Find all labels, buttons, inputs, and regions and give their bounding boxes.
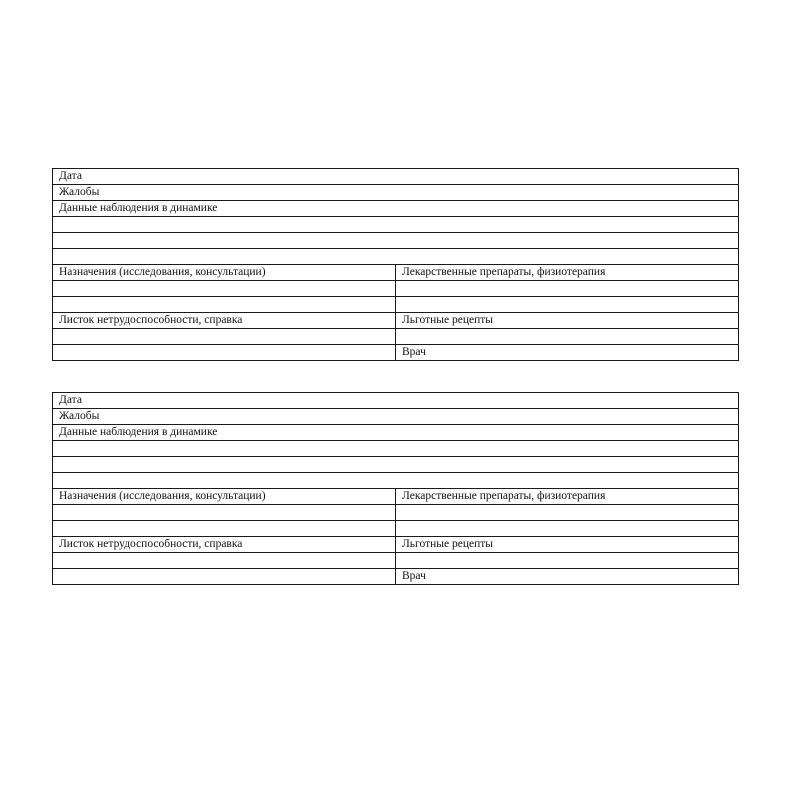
complaints-row <box>53 409 739 425</box>
observation-field[interactable] <box>53 201 739 217</box>
appointments-medications-row <box>53 265 739 281</box>
appointments-blank-row <box>53 505 739 521</box>
complaints-field[interactable] <box>53 409 739 425</box>
doctor-field[interactable] <box>396 345 739 361</box>
prescriptions-field[interactable] <box>396 313 739 329</box>
medications-label: Лекарственные препараты, физиотерапия <box>402 266 606 278</box>
appointments-label: Назначения (исследования, консультации) <box>59 266 266 278</box>
sick-leave-blank-cell[interactable] <box>53 553 396 569</box>
observation-blank-line[interactable] <box>53 441 739 457</box>
date-row <box>53 169 739 185</box>
appointments-blank-row <box>53 521 739 537</box>
sick-leave-field[interactable] <box>53 313 396 329</box>
observation-blank-line[interactable] <box>53 249 739 265</box>
appointments-blank-cell[interactable] <box>53 521 396 537</box>
observation-blank-row <box>53 233 739 249</box>
date-label: Дата <box>59 170 82 182</box>
observation-label: Данные наблюдения в динамике <box>59 202 218 214</box>
date-label: Дата <box>59 394 82 406</box>
sick-leave-label: Листок нетрудоспособности, справка <box>59 314 243 326</box>
observation-blank-line[interactable] <box>53 473 739 489</box>
observation-blank-line[interactable] <box>53 217 739 233</box>
doctor-row-blank-cell[interactable] <box>53 345 396 361</box>
appointments-label: Назначения (исследования, консультации) <box>59 490 266 502</box>
sick-leave-blank-row <box>53 329 739 345</box>
doctor-label: Врач <box>402 346 426 358</box>
observation-blank-row <box>53 249 739 265</box>
appointments-medications-row <box>53 489 739 505</box>
observation-blank-row <box>53 441 739 457</box>
observation-row <box>53 425 739 441</box>
medications-blank-cell[interactable] <box>396 281 739 297</box>
appointments-field[interactable] <box>53 265 396 281</box>
sick-leave-label: Листок нетрудоспособности, справка <box>59 538 243 550</box>
prescriptions-label: Льготные рецепты <box>402 538 493 550</box>
observation-blank-line[interactable] <box>53 457 739 473</box>
prescriptions-blank-cell[interactable] <box>396 553 739 569</box>
doctor-row <box>53 569 739 585</box>
sick-leave-blank-row <box>53 553 739 569</box>
appointments-blank-row <box>53 297 739 313</box>
date-row <box>53 393 739 409</box>
appointments-blank-cell[interactable] <box>53 505 396 521</box>
prescriptions-blank-cell[interactable] <box>396 329 739 345</box>
medications-label: Лекарственные препараты, физиотерапия <box>402 490 606 502</box>
complaints-label: Жалобы <box>59 186 100 198</box>
sick-leave-field[interactable] <box>53 537 396 553</box>
observation-row <box>53 201 739 217</box>
medications-field[interactable] <box>396 265 739 281</box>
medical-record-form-1 <box>52 168 739 361</box>
doctor-field[interactable] <box>396 569 739 585</box>
doctor-row <box>53 345 739 361</box>
observation-blank-row <box>53 457 739 473</box>
medications-blank-cell[interactable] <box>396 297 739 313</box>
sick-leave-blank-cell[interactable] <box>53 329 396 345</box>
prescriptions-field[interactable] <box>396 537 739 553</box>
observation-blank-row <box>53 473 739 489</box>
observation-label: Данные наблюдения в динамике <box>59 426 218 438</box>
appointments-field[interactable] <box>53 489 396 505</box>
complaints-label: Жалобы <box>59 410 100 422</box>
doctor-label: Врач <box>402 570 426 582</box>
date-field[interactable] <box>53 393 739 409</box>
appointments-blank-row <box>53 281 739 297</box>
medications-field[interactable] <box>396 489 739 505</box>
sick-leave-prescriptions-row <box>53 313 739 329</box>
sick-leave-prescriptions-row <box>53 537 739 553</box>
medical-record-form-2 <box>52 392 739 585</box>
observation-blank-line[interactable] <box>53 233 739 249</box>
medications-blank-cell[interactable] <box>396 521 739 537</box>
doctor-row-blank-cell[interactable] <box>53 569 396 585</box>
complaints-row <box>53 185 739 201</box>
complaints-field[interactable] <box>53 185 739 201</box>
date-field[interactable] <box>53 169 739 185</box>
observation-field[interactable] <box>53 425 739 441</box>
appointments-blank-cell[interactable] <box>53 281 396 297</box>
observation-blank-row <box>53 217 739 233</box>
appointments-blank-cell[interactable] <box>53 297 396 313</box>
prescriptions-label: Льготные рецепты <box>402 314 493 326</box>
medications-blank-cell[interactable] <box>396 505 739 521</box>
